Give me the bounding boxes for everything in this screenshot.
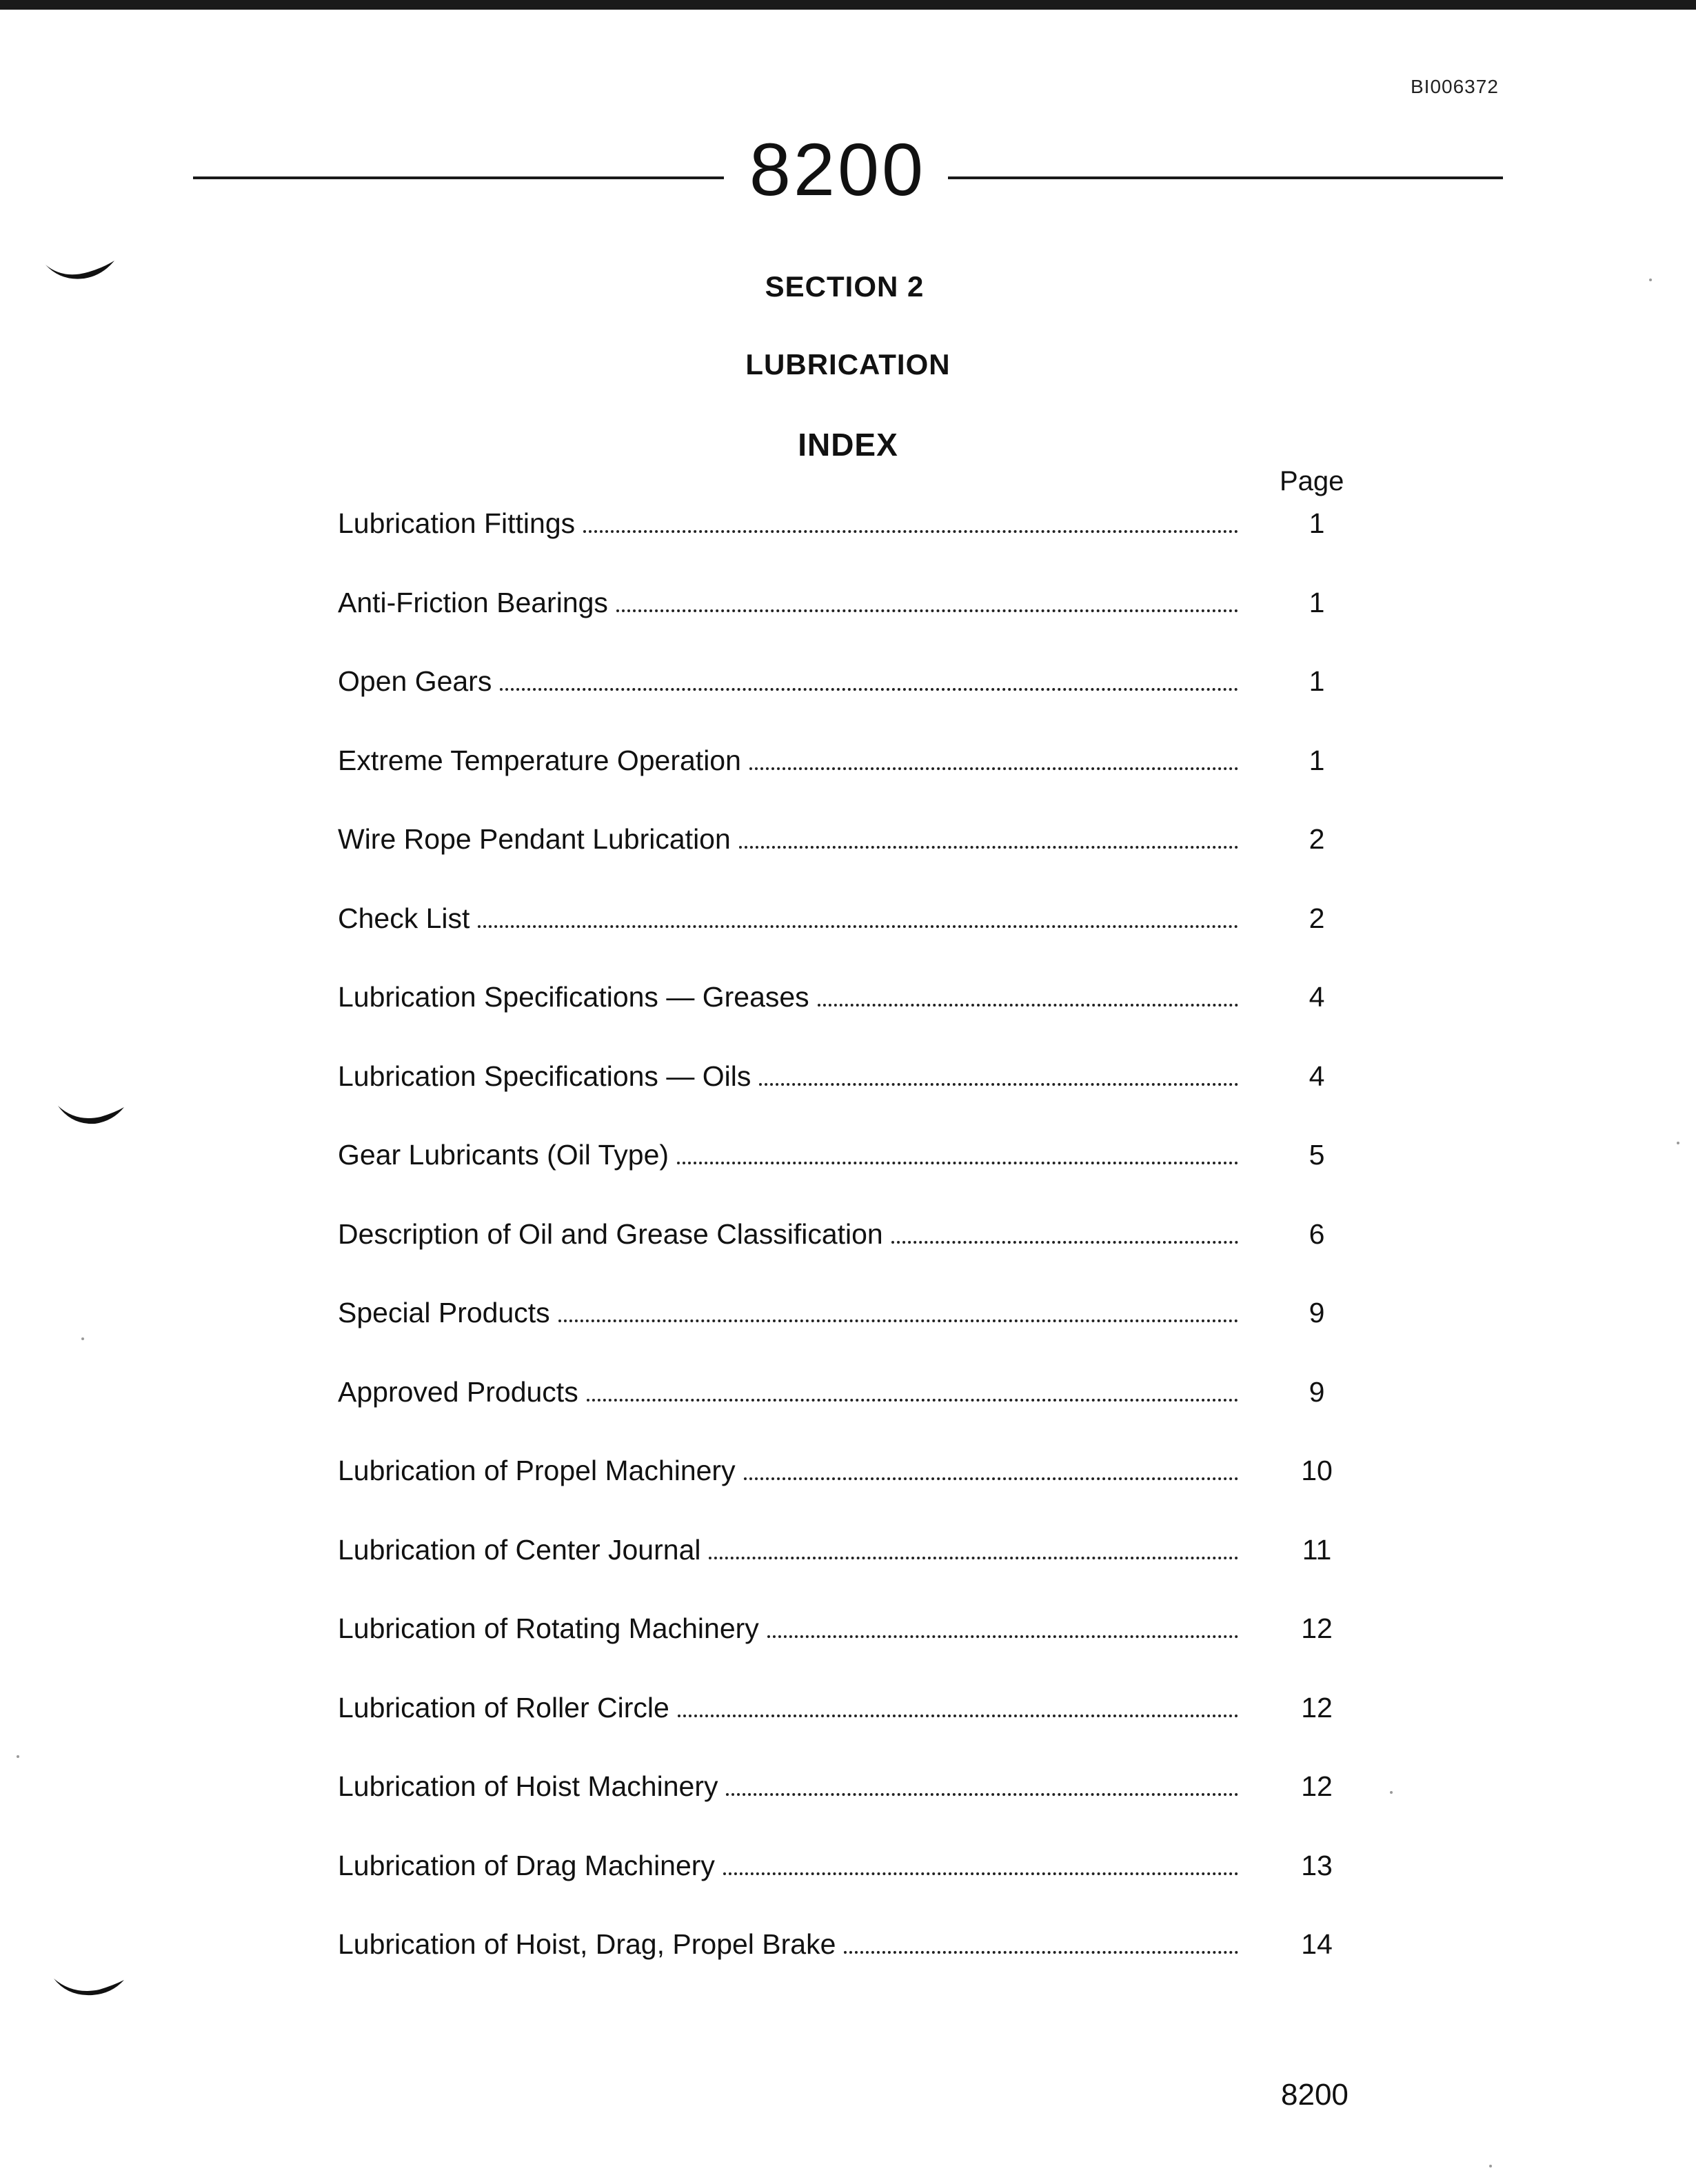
- toc-dot-leader: [726, 1793, 1238, 1796]
- title-row: [193, 128, 1503, 211]
- toc-dot-leader: [739, 846, 1238, 849]
- toc-entry-page: 12: [1301, 1770, 1333, 1802]
- toc-entry-title: Lubrication Specifications — Greases: [338, 981, 809, 1013]
- title-rule-right: [948, 176, 1503, 179]
- toc-dot-leader: [558, 1320, 1238, 1322]
- toc-dot-leader: [744, 1477, 1238, 1480]
- title-rule-left: [193, 176, 724, 179]
- toc-entry: [338, 1297, 1358, 1376]
- toc-entry-title: Lubrication of Hoist Machinery: [338, 1770, 718, 1802]
- toc-entry: [338, 1218, 1358, 1297]
- toc-entry: [338, 587, 1358, 666]
- toc-dot-leader: [759, 1083, 1238, 1086]
- toc-entry-page: 1: [1309, 586, 1325, 618]
- toc-entry-page: 6: [1309, 1217, 1325, 1250]
- scan-speck: [1649, 279, 1652, 281]
- toc-entry: [338, 1692, 1358, 1771]
- toc-dot-leader: [749, 767, 1238, 770]
- document-id: BI006372: [1411, 76, 1499, 97]
- toc-entry-page: 2: [1309, 823, 1325, 855]
- toc-dot-leader: [616, 609, 1238, 612]
- toc-entry-page: 4: [1309, 1060, 1325, 1092]
- top-border-rule: [0, 0, 1696, 10]
- toc-entry-title: Special Products: [338, 1297, 550, 1328]
- toc-entry-page: 1: [1309, 744, 1325, 776]
- toc-entry: [338, 1770, 1358, 1850]
- toc-entry: [338, 1612, 1358, 1692]
- section-title: LUBRICATION: [745, 348, 951, 381]
- toc-entry-page: 12: [1301, 1612, 1333, 1644]
- toc-entry-title: Lubrication of Drag Machinery: [338, 1849, 715, 1881]
- toc-entry: [338, 1928, 1358, 2008]
- toc-dot-leader: [678, 1715, 1238, 1717]
- toc-entry-title: Lubrication of Propel Machinery: [338, 1455, 736, 1486]
- binder-hole-mark: [55, 1100, 131, 1128]
- toc-entry: [338, 823, 1358, 902]
- toc-entry-page: 10: [1301, 1455, 1333, 1486]
- toc-entry-title: Open Gears: [338, 665, 492, 697]
- toc-entry-title: Lubrication of Rotating Machinery: [338, 1612, 759, 1644]
- scan-speck: [1390, 1791, 1393, 1794]
- toc-dot-leader: [478, 925, 1238, 928]
- toc-entry-page: 1: [1309, 507, 1325, 539]
- toc-entry-title: Anti-Friction Bearings: [338, 586, 608, 618]
- toc-entry-page: 4: [1309, 981, 1325, 1013]
- toc-entry-title: Lubrication of Center Journal: [338, 1533, 701, 1566]
- toc-entry: [338, 1060, 1358, 1140]
- toc-entry: [338, 507, 1358, 587]
- footer-model-number: 8200: [1281, 2078, 1349, 2112]
- toc-dot-leader: [677, 1162, 1238, 1164]
- scan-speck: [17, 1755, 19, 1758]
- page-column-label: Page: [1280, 466, 1344, 496]
- toc-entry: [338, 745, 1358, 824]
- toc-entry-page: 1: [1309, 665, 1325, 697]
- toc-entry-page: 14: [1301, 1928, 1333, 1960]
- toc-entry-page: 11: [1302, 1533, 1332, 1566]
- toc-entry-page: 9: [1309, 1375, 1325, 1408]
- toc-entry: [338, 902, 1358, 982]
- toc-entry: [338, 981, 1358, 1060]
- toc-dot-leader: [767, 1635, 1238, 1638]
- toc-dot-leader: [723, 1872, 1238, 1875]
- toc-entry-title: Approved Products: [338, 1375, 578, 1408]
- binder-hole-mark: [51, 1972, 127, 1999]
- toc-entry-title: Lubrication of Roller Circle: [338, 1691, 669, 1723]
- model-number-title: 8200: [749, 128, 927, 211]
- toc-entry-page: 2: [1309, 902, 1325, 934]
- scan-speck: [1677, 1142, 1679, 1144]
- toc-entry: [338, 665, 1358, 745]
- toc-entry: [338, 1850, 1358, 1929]
- toc-dot-leader: [500, 688, 1238, 691]
- toc-entry-title: Check List: [338, 902, 470, 934]
- binder-hole-mark: [43, 256, 119, 284]
- toc-entry: [338, 1534, 1358, 1613]
- table-of-contents: [338, 507, 1358, 2008]
- toc-entry: [338, 1139, 1358, 1218]
- toc-entry-title: Extreme Temperature Operation: [338, 744, 741, 776]
- toc-dot-leader: [891, 1241, 1238, 1244]
- section-heading: SECTION 2: [765, 270, 925, 303]
- toc-entry-page: 9: [1309, 1297, 1325, 1328]
- scan-speck: [81, 1337, 84, 1340]
- index-heading: INDEX: [798, 427, 898, 463]
- toc-dot-leader: [818, 1004, 1238, 1007]
- toc-dot-leader: [709, 1557, 1238, 1559]
- toc-dot-leader: [587, 1399, 1238, 1402]
- toc-entry-title: Gear Lubricants (Oil Type): [338, 1139, 669, 1171]
- toc-entry-page: 12: [1301, 1691, 1333, 1723]
- toc-entry-page: 13: [1301, 1849, 1333, 1881]
- toc-entry-title: Wire Rope Pendant Lubrication: [338, 823, 731, 855]
- scan-speck: [1489, 2165, 1492, 2167]
- toc-entry: [338, 1455, 1358, 1534]
- toc-entry-page: 5: [1309, 1139, 1325, 1171]
- toc-entry: [338, 1376, 1358, 1455]
- toc-entry-title: Lubrication of Hoist, Drag, Propel Brake: [338, 1928, 836, 1960]
- toc-entry-title: Lubrication Specifications — Oils: [338, 1060, 751, 1092]
- toc-entry-title: Lubrication Fittings: [338, 507, 576, 539]
- toc-dot-leader: [844, 1951, 1238, 1954]
- toc-entry-title: Description of Oil and Grease Classification: [338, 1217, 883, 1250]
- toc-dot-leader: [583, 530, 1238, 533]
